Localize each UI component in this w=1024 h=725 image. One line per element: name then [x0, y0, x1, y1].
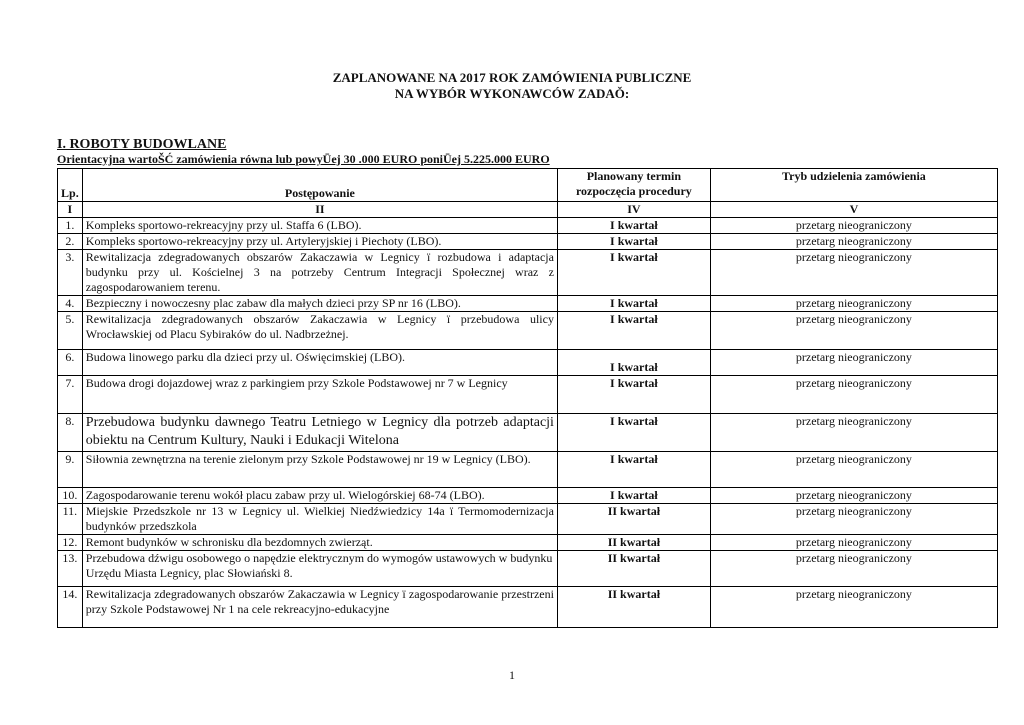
row-term: II kwartał: [557, 535, 710, 551]
table-row: [58, 312, 998, 350]
table-row: [58, 535, 998, 551]
row-lp: 6.: [58, 350, 83, 376]
row-mode: przetarg nieograniczony: [710, 350, 997, 376]
row-lp: 12.: [58, 535, 83, 551]
table-row: [58, 218, 998, 234]
row-mode: przetarg nieograniczony: [710, 312, 997, 350]
roman-col-2: II: [82, 202, 557, 218]
header-row: [58, 169, 998, 202]
row-lp: 8.: [58, 414, 83, 452]
row-term: I kwartał: [557, 488, 710, 504]
row-description: Rewitalizacja zdegradowanych obszarów Zakaczawia w Legnicy ï rozbudowa i adaptacja budynku przy ul. Kościelnej 3 na potrzeby Centrum Integracji Społecznej wraz z zagospodarowaniem terenu.: [82, 250, 557, 296]
roman-col-3: IV: [557, 202, 710, 218]
row-mode: przetarg nieograniczony: [710, 504, 997, 535]
table-row: [58, 234, 998, 250]
table-row: [58, 587, 998, 628]
row-description: Bezpieczny i nowoczesny plac zabaw dla małych dzieci przy SP nr 16 (LBO).: [82, 296, 557, 312]
row-lp: 14.: [58, 587, 83, 628]
table-row: [58, 350, 998, 376]
row-description: Rewitalizacja zdegradowanych obszarów Zakaczawia w Legnicy ï przebudowa ulicy Wrocławskiej od Placu Sybiraków do ul. Nadbrzeżnej.: [82, 312, 557, 350]
row-term: II kwartał: [557, 504, 710, 535]
row-mode: przetarg nieograniczony: [710, 218, 997, 234]
row-lp: 1.: [58, 218, 83, 234]
row-description: Budowa drogi dojazdowej wraz z parkingiem przy Szkole Podstawowej nr 7 w Legnicy: [82, 376, 557, 414]
row-lp: 5.: [58, 312, 83, 350]
row-description: Zagospodarowanie terenu wokół placu zabaw przy ul. Wielogórskiej 68-74 (LBO).: [82, 488, 557, 504]
table-row: [58, 296, 998, 312]
table-row: [58, 551, 998, 587]
row-term: I kwartał: [557, 350, 710, 376]
row-term: I kwartał: [557, 376, 710, 414]
row-description: Budowa linowego parku dla dzieci przy ul. Oświęcimskiej (LBO).: [82, 350, 557, 376]
row-mode: przetarg nieograniczony: [710, 296, 997, 312]
row-lp: 13.: [58, 551, 83, 587]
row-description: Kompleks sportowo-rekreacyjny przy ul. Artyleryjskiej i Piechoty (LBO).: [82, 234, 557, 250]
row-lp: 10.: [58, 488, 83, 504]
document-title-line-2: NA WYBÓR WYKONAWCÓW ZADAǑ:: [394, 86, 630, 101]
row-description: Kompleks sportowo-rekreacyjny przy ul. Staffa 6 (LBO).: [82, 218, 557, 234]
row-description: Przebudowa dźwigu osobowego o napędzie elektrycznym do wymogów ustawowych w budynku Urzędu Miasta Legnicy, plac Słowiański 8.: [82, 551, 557, 587]
row-description: Przebudowa budynku dawnego Teatru Letniego w Legnicy dla potrzeb adaptacji obiektu na Centrum Kultury, Nauki i Edukacji Witelona: [82, 414, 557, 452]
row-lp: 4.: [58, 296, 83, 312]
table-row: [58, 488, 998, 504]
row-description: Remont budynków w schronisku dla bezdomnych zwierząt.: [82, 535, 557, 551]
row-lp: 7.: [58, 376, 83, 414]
table-row: [58, 414, 998, 452]
row-term: I kwartał: [557, 312, 710, 350]
row-lp: 3.: [58, 250, 83, 296]
row-mode: przetarg nieograniczony: [710, 376, 997, 414]
document-title-line-1: ZAPLANOWANE NA 2017 ROK ZAMÓWIENIA PUBLICZNE: [332, 70, 692, 85]
row-mode: przetarg nieograniczony: [710, 587, 997, 628]
row-description: Siłownia zewnętrzna na terenie zielonym przy Szkole Podstawowej nr 19 w Legnicy (LBO).: [82, 452, 557, 488]
row-lp: 11.: [58, 504, 83, 535]
section-heading: I. ROBOTY BUDOWLANE: [57, 137, 227, 152]
row-mode: przetarg nieograniczony: [710, 488, 997, 504]
row-term: I kwartał: [557, 250, 710, 296]
row-mode: przetarg nieograniczony: [710, 535, 997, 551]
row-term: I kwartał: [557, 452, 710, 488]
table-row: [58, 452, 998, 488]
roman-col-1: I: [58, 202, 83, 218]
row-lp: 9.: [58, 452, 83, 488]
section-subheading: Orientacyjna wartoŠĆ zamówienia równa lub powyŪej 30 .000 EURO poniŪej 5.225.000 EURO: [57, 152, 550, 166]
row-term: I kwartał: [557, 414, 710, 452]
roman-col-4: V: [710, 202, 997, 218]
header-termin: Planowany termin rozpoczęcia procedury: [557, 169, 710, 202]
table-row: [58, 504, 998, 535]
row-description: Rewitalizacja zdegradowanych obszarów Zakaczawia w Legnicy ï zagospodarowanie przestrzeni przy Szkole Podstawowej Nr 1 na cele rekreacyjno-edukacyjne: [82, 587, 557, 628]
page-number: 1: [509, 668, 515, 682]
procurement-table: [57, 168, 998, 628]
row-term: I kwartał: [557, 234, 710, 250]
row-mode: przetarg nieograniczony: [710, 250, 997, 296]
row-term: I kwartał: [557, 296, 710, 312]
table-row: [58, 376, 998, 414]
row-lp: 2.: [58, 234, 83, 250]
table-row: [58, 250, 998, 296]
header-postepowanie: Postępowanie: [82, 169, 557, 202]
roman-row: [58, 202, 998, 218]
row-term: I kwartał: [557, 218, 710, 234]
header-tryb: Tryb udzielenia zamówienia: [710, 169, 997, 202]
row-mode: przetarg nieograniczony: [710, 234, 997, 250]
row-description: Miejskie Przedszkole nr 13 w Legnicy ul. Wielkiej Niedźwiedzicy 14a ï Termomodernizacja budynków przedszkola: [82, 504, 557, 535]
row-mode: przetarg nieograniczony: [710, 551, 997, 587]
row-term: II kwartał: [557, 551, 710, 587]
header-lp: Lp.: [58, 169, 83, 202]
row-mode: przetarg nieograniczony: [710, 414, 997, 452]
row-mode: przetarg nieograniczony: [710, 452, 997, 488]
row-term: II kwartał: [557, 587, 710, 628]
